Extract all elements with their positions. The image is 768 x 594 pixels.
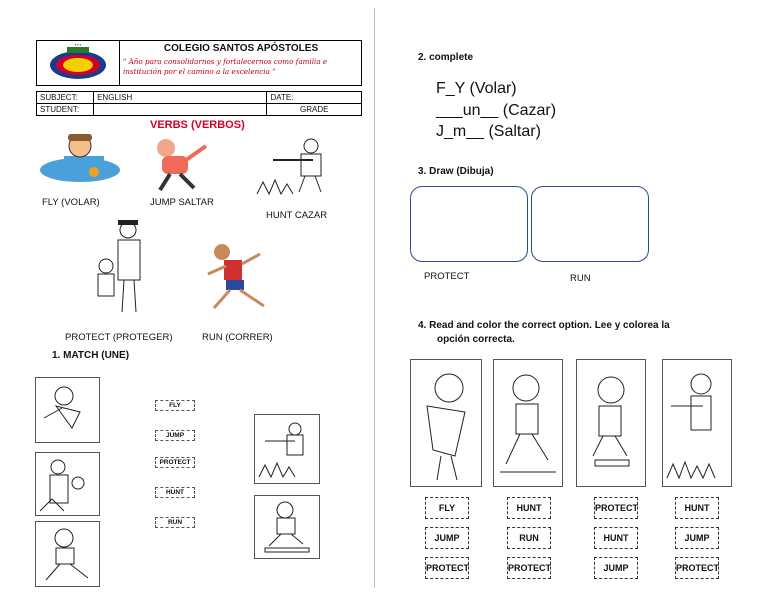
match-picture-fly	[35, 377, 100, 443]
jump-illustration	[150, 136, 210, 194]
verbs-title: VERBS (VERBOS)	[150, 119, 245, 131]
match-picture-hunt	[254, 414, 320, 484]
read-option-c1-fly[interactable]: FLY	[425, 497, 469, 519]
match-label-jump[interactable]: JUMP	[155, 430, 195, 441]
hunt-illustration	[253, 130, 337, 200]
read-picture-1	[410, 359, 482, 487]
caption-hunt: HUNT CAZAR	[266, 210, 328, 221]
student-info-table	[36, 91, 362, 116]
draw-label-run: RUN	[570, 273, 591, 284]
read-option-c2-run[interactable]: RUN	[507, 527, 551, 549]
complete-line-fly: F_Y (Volar)	[436, 80, 517, 97]
protect-illustration	[88, 216, 158, 316]
match-picture-run	[35, 521, 100, 587]
complete-line-jump: J_m__ (Saltar)	[436, 123, 541, 140]
grade-label: GRADE	[267, 104, 362, 116]
run-illustration	[198, 238, 280, 316]
fly-illustration	[34, 126, 126, 190]
read-option-c4-hunt[interactable]: HUNT	[675, 497, 719, 519]
read-picture-4	[662, 359, 732, 487]
school-header	[36, 40, 362, 86]
read-picture-3	[576, 359, 646, 487]
match-heading: 1. MATCH (UNE)	[52, 350, 130, 361]
page-divider	[374, 8, 375, 588]
match-label-protect[interactable]: PROTECT	[155, 457, 195, 468]
draw-box-run[interactable]	[531, 186, 649, 262]
draw-label-protect: PROTECT	[424, 271, 470, 282]
match-picture-jump	[254, 495, 320, 559]
read-option-c1-jump[interactable]: JUMP	[425, 527, 469, 549]
svg-text:▪ ▪ ▪: ▪ ▪ ▪	[74, 42, 82, 47]
caption-jump: JUMP SALTAR	[150, 197, 214, 208]
read-heading-line2: opción correcta.	[437, 334, 515, 345]
complete-line-hunt: ___un__ (Cazar)	[436, 102, 557, 119]
subject-value: ENGLISH	[94, 92, 267, 104]
date-label: DATE:	[267, 92, 362, 104]
complete-heading: 2. complete	[418, 52, 474, 63]
read-option-c4-protect[interactable]: PROTECT	[675, 557, 719, 579]
school-motto: " Año para consolidarnos y fortalecernos como familia e institución por el camino a la excelencia "	[123, 57, 328, 76]
read-option-c1-protect[interactable]: PROTECT	[425, 557, 469, 579]
read-option-c4-jump[interactable]: JUMP	[675, 527, 719, 549]
read-option-c3-hunt[interactable]: HUNT	[594, 527, 638, 549]
match-label-fly[interactable]: FLY	[155, 400, 195, 411]
school-logo	[37, 41, 120, 85]
draw-heading: 3. Draw (Dibuja)	[418, 166, 494, 177]
match-picture-protect	[35, 452, 100, 516]
match-label-hunt[interactable]: HUNT	[155, 487, 195, 498]
read-option-c2-protect[interactable]: PROTECT	[507, 557, 551, 579]
student-label: STUDENT:	[37, 104, 94, 116]
student-value	[94, 104, 267, 116]
subject-label: SUBJECT:	[37, 92, 94, 104]
read-option-c3-protect[interactable]: PROTECT	[594, 497, 638, 519]
match-label-run[interactable]: RUN	[155, 517, 195, 528]
draw-box-protect[interactable]	[410, 186, 528, 262]
read-picture-2	[493, 359, 563, 487]
school-name: COLEGIO SANTOS APÓSTOLES	[163, 43, 319, 54]
caption-fly: FLY (VOLAR)	[42, 197, 100, 208]
read-option-c3-jump[interactable]: JUMP	[594, 557, 638, 579]
read-heading-line1: 4. Read and color the correct option. Lee y colorea la	[418, 320, 670, 331]
caption-run: RUN (CORRER)	[202, 332, 273, 343]
caption-protect: PROTECT (PROTEGER)	[65, 332, 173, 343]
read-option-c2-hunt[interactable]: HUNT	[507, 497, 551, 519]
